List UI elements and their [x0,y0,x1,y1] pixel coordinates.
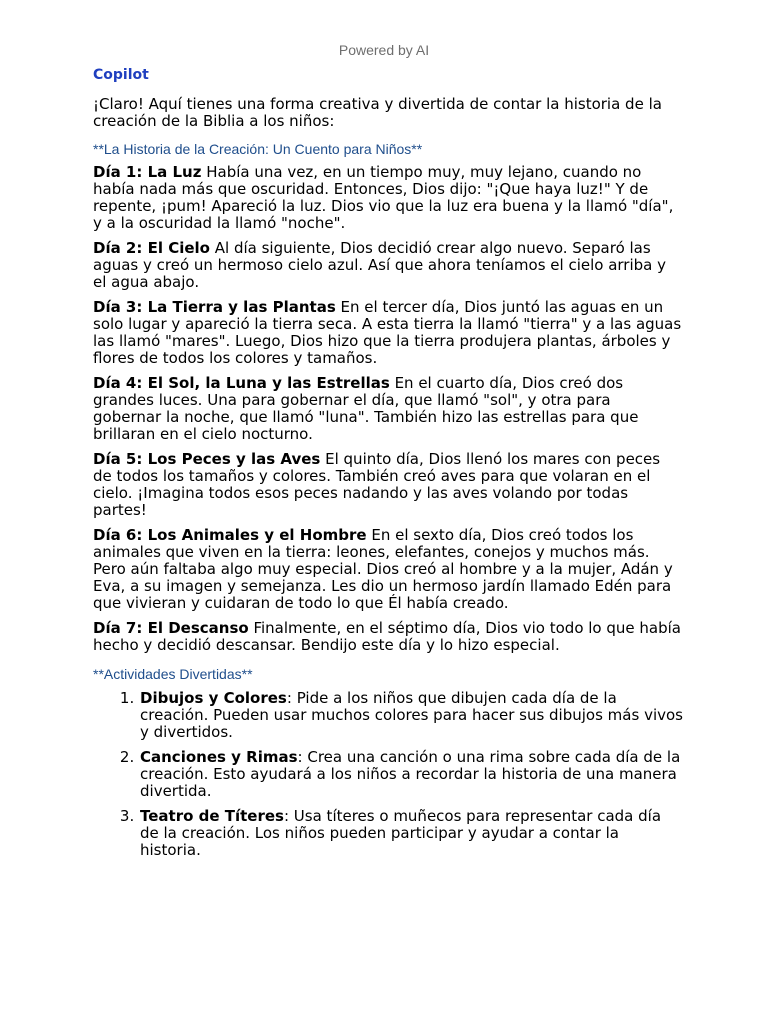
day-text: Había una vez, en un tiempo muy, muy lejano, cuando no había nada más que oscuridad. Entonces, Dios dijo: "¡Que haya luz!" Y de repente, ¡pum! Apareció la luz. Dios vio que la luz era buena y la llamó "día", y a la oscuridad la llamó "noche". [93,163,674,232]
day-paragraph-7 [93,620,683,654]
activities-heading: **Actividades Divertidas** [93,666,253,682]
activities-list [93,690,683,859]
day-paragraph-3 [93,299,683,367]
day-text: El quinto día, Dios llenó los mares con peces de todos los tamaños y colores. También creó aves para que volaran en el cielo. ¡Imagina todos esos peces nadando y las aves volando por todas partes! [93,450,661,519]
day-paragraph-5 [93,451,683,519]
day-title: Día 5: Los Peces y las Aves [93,450,321,468]
activity-title: Teatro de Títeres [140,807,284,825]
activity-text: : Pide a los niños que dibujen cada día de la creación. Pueden usar muchos colores para hacer sus dibujos más vivos y divertidos. [140,689,683,741]
day-title: Día 6: Los Animales y el Hombre [93,526,367,544]
powered-by-label: Powered by AI [338,42,430,58]
activity-title: Canciones y Rimas [140,748,298,766]
day-title: Día 2: El Cielo [93,239,210,257]
day-text: Finalmente, en el séptimo día, Dios vio todo lo que había hecho y decidió descansar. Bendijo este día y lo hizo especial. [93,619,681,654]
story-heading: **La Historia de la Creación: Un Cuento para Niños** [93,141,423,157]
activity-item-2 [139,749,683,800]
assistant-name: Copilot [93,67,149,83]
activity-text: : Crea una canción o una rima sobre cada día de la creación. Esto ayudará a los niños a recordar la historia de una manera divertida. [140,748,681,800]
day-paragraph-2 [93,240,683,291]
activity-item-3 [139,808,683,859]
day-paragraph-4 [93,375,683,443]
activity-text: : Usa títeres o muñecos para representar cada día de la creación. Los niños pueden participar y ayudar a contar la historia. [140,807,662,859]
day-text: En el cuarto día, Dios creó dos grandes luces. Una para gobernar el día, que llamó "sol", y otra para gobernar la noche, que llamó "luna". También hizo las estrellas para que brillaran en el cielo nocturno. [93,374,639,443]
day-text: En el tercer día, Dios juntó las aguas en un solo lugar y apareció la tierra seca. A esta tierra la llamó "tierra" y a las aguas las llamó "mares". Luego, Dios hizo que la tierra produjera plantas, árboles y flores de todos los colores y tamaños. [93,298,682,367]
day-paragraph-6 [93,527,683,612]
day-text: En el sexto día, Dios creó todos los animales que viven en la tierra: leones, elefantes, conejos y muchos más. Pero aún faltaba algo muy especial. Dios creó al hombre y a la mujer, Adán y Eva, a su imagen y semejanza. Les dio un hermoso jardín llamado Edén para que vivieran y cuidaran de todo lo que Él había creado. [93,526,673,612]
day-text: Al día siguiente, Dios decidió crear algo nuevo. Separó las aguas y creó un hermoso cielo azul. Así que ahora teníamos el cielo arriba y el agua abajo. [93,239,666,291]
activity-item-1 [139,690,683,741]
day-title: Día 1: La Luz [93,163,202,181]
day-title: Día 7: El Descanso [93,619,249,637]
intro-paragraph: ¡Claro! Aquí tienes una forma creativa y divertida de contar la historia de la creación de la Biblia a los niños: [93,95,662,130]
day-paragraph-1 [93,164,683,232]
day-title: Día 3: La Tierra y las Plantas [93,298,336,316]
chat-response [93,67,683,867]
activity-title: Dibujos y Colores [140,689,287,707]
day-title: Día 4: El Sol, la Luna y las Estrellas [93,374,390,392]
